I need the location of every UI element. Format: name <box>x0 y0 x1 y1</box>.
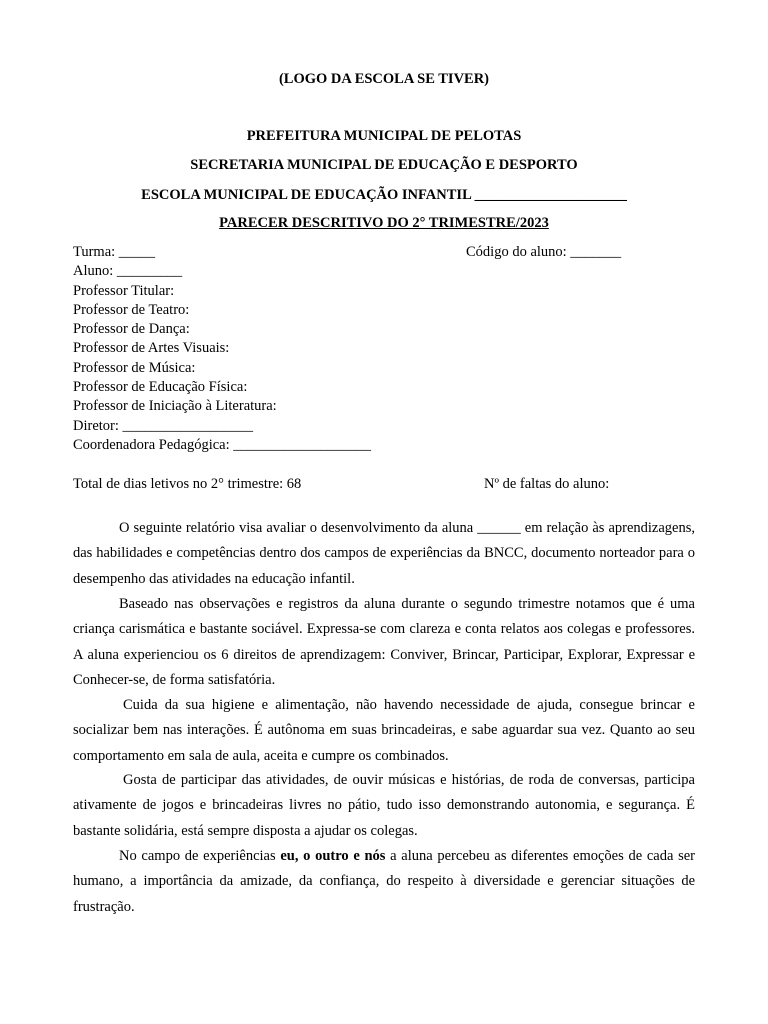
document-title: PARECER DESCRITIVO DO 2° TRIMESTRE/2023 <box>219 215 549 231</box>
field-professor-literatura: Professor de Iniciação à Literatura: <box>73 398 277 414</box>
paragraph-observacoes: Baseado nas observações e registros da aluna durante o segundo trimestre notamos que é uma criança carismática e bastante sociável. Expressa-se com clareza e conta relatos aos colegas e professores. A aluna experienciou os 6 direitos de aprendizagem: Conviver, Brincar, Participar, Explorar, Expressar e Conhecer-se, de forma satisfatória. <box>73 596 695 688</box>
field-faltas-aluno: Nº de faltas do aluno: <box>484 476 610 492</box>
header-prefeitura: PREFEITURA MUNICIPAL DE PELOTAS <box>246 128 522 144</box>
field-professor-musica: Professor de Música: <box>73 360 196 376</box>
field-turma: Turma: _____ <box>73 244 156 260</box>
field-professor-educacao-fisica: Professor de Educação Física: <box>73 379 248 395</box>
paragraph-intro: O seguinte relatório visa avaliar o desenvolvimento da aluna ______ em relação às aprendizagens, das habilidades e competências dentro dos campos de experiências da BNCC, documento norteador para o desempenho das atividades na educação infantil. <box>73 520 695 587</box>
field-total-dias-letivos: Total de dias letivos no 2° trimestre: 68 <box>73 476 302 492</box>
field-codigo-aluno: Código do aluno: _______ <box>466 244 622 260</box>
paragraph-atividades: Gosta de participar das atividades, de ouvir músicas e histórias, de roda de conversas, participa ativamente de jogos e brincadeiras livres no pátio, tudo isso demonstrando autonomia, e segurança. É bastante solidária, está sempre disposta a ajudar os colegas. <box>73 772 695 839</box>
paragraph-higiene: Cuida da sua higiene e alimentação, não havendo necessidade de ajuda, consegue brincar e socializar bem nas interações. É autônoma em suas brincadeiras, e sabe aguardar sua vez. Quanto ao seu comportamento em sala de aula, aceita e cumpre os combinados. <box>73 697 695 764</box>
paragraph-campo-experiencias <box>73 844 695 920</box>
paragraph-campo-post: a aluna percebeu as diferentes emoções de cada ser humano, a importância da amizade, da confiança, do respeito à diversidade e gerenciar situações de frustração. <box>73 848 695 915</box>
header-secretaria: SECRETARIA MUNICIPAL DE EDUCAÇÃO E DESPORTO <box>190 157 578 173</box>
field-aluno: Aluno: _________ <box>73 263 183 279</box>
field-professor-titular: Professor Titular: <box>73 283 175 299</box>
field-diretor: Diretor: __________________ <box>73 418 254 434</box>
field-coordenadora: Coordenadora Pedagógica: ___________________ <box>73 437 372 453</box>
field-professor-danca: Professor de Dança: <box>73 321 190 337</box>
campo-eu-outro-nos: eu, o outro e nós <box>280 848 386 864</box>
school-logo-placeholder: (LOGO DA ESCOLA SE TIVER) <box>278 71 490 87</box>
field-professor-teatro: Professor de Teatro: <box>73 302 190 318</box>
header-escola: ESCOLA MUNICIPAL DE EDUCAÇÃO INFANTIL _____________________ <box>141 187 627 203</box>
field-professor-artes: Professor de Artes Visuais: <box>73 340 230 356</box>
paragraph-campo-pre: No campo de experiências <box>119 848 281 864</box>
